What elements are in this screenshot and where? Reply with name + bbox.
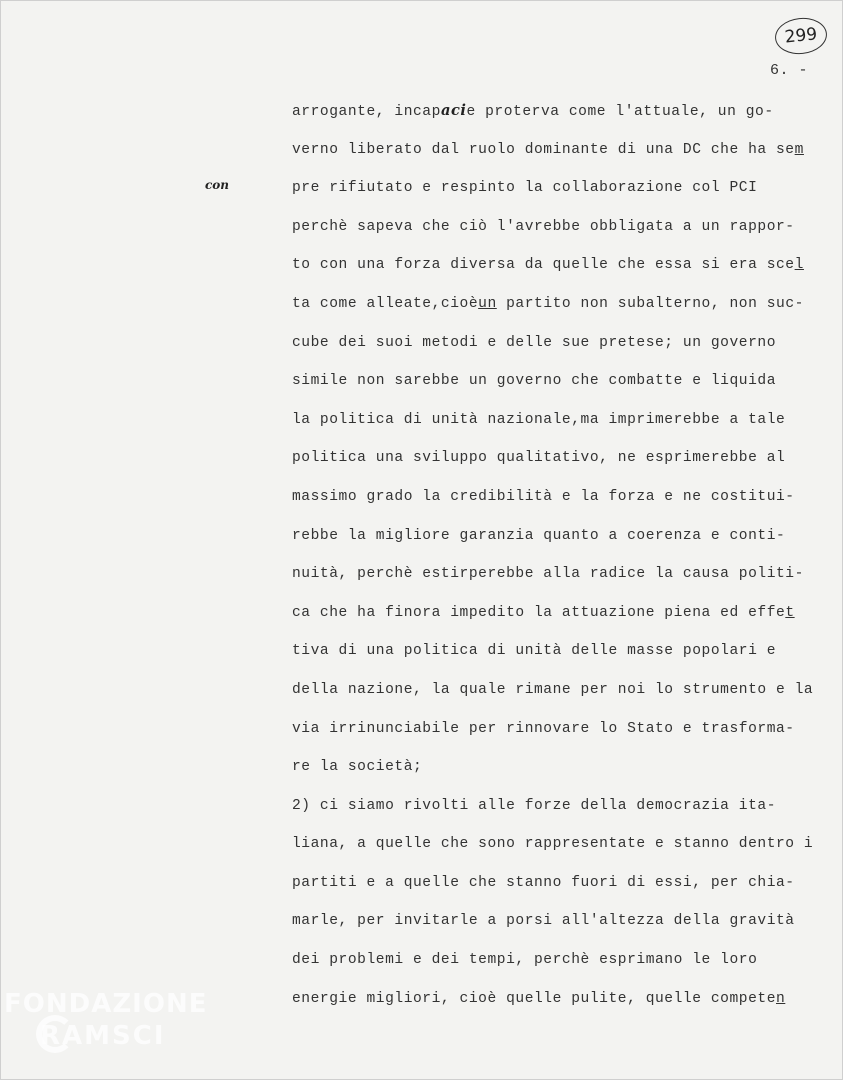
watermark: [0, 985, 260, 1075]
text-segment: energie migliori, cioè quelle pulite, quelle compete: [292, 990, 776, 1007]
text-segment: della nazione, la quale rimane per noi lo strumento e la: [292, 681, 814, 698]
text-segment: politica una sviluppo qualitativo, ne esprimerebbe al: [292, 450, 786, 467]
text-segment: ca che ha finora impedito la attuazione piena ed effe: [292, 604, 786, 621]
text-segment: simile non sarebbe un governo che combatte e liquida: [292, 373, 776, 390]
text-line: [292, 675, 842, 714]
page-number-stamp: 299: [773, 15, 828, 56]
text-segment: verno liberato dal ruolo dominante di una DC che ha se: [292, 141, 795, 158]
text-line: [292, 173, 842, 212]
text-line: [292, 405, 842, 444]
handwritten-insert: con: [205, 178, 230, 192]
text-line: [292, 289, 842, 328]
text-segment: marle, per invitarle a porsi all'altezza della gravità: [292, 913, 795, 930]
text-segment: to con una forza diversa da quelle che essa si era sce: [292, 257, 795, 274]
text-line: [292, 984, 842, 1023]
text-line: [292, 598, 842, 637]
handwritten-correction: aci: [440, 102, 467, 119]
text-segment: ta come alleate,cioè: [292, 295, 479, 312]
watermark-line1: FONDAZIONE: [4, 989, 208, 1019]
text-segment: perchè sapeva che ciò l'avrebbe obbligata a un rappor-: [292, 218, 795, 235]
text-line: [292, 714, 842, 753]
text-segment: tiva di una politica di unità delle masse popolari e: [292, 643, 776, 660]
text-line: [292, 791, 842, 830]
text-segment: partito non subalterno, non suc-: [496, 295, 804, 312]
typewritten-text: [292, 96, 842, 1022]
text-segment: e proterva come l'attuale, un go-: [466, 104, 774, 120]
underlined-text: l: [794, 257, 804, 274]
text-segment: 2) ci siamo rivolti alle forze della democrazia ita-: [292, 797, 776, 814]
text-segment: pre rifiutato e respinto la collaborazione col PCI: [292, 180, 758, 197]
text-line: [292, 945, 842, 984]
text-line: [292, 521, 842, 560]
text-line: [292, 906, 842, 945]
text-segment: rebbe la migliore garanzia quanto a coerenza e conti-: [292, 527, 786, 544]
text-segment: via irrinunciabile per rinnovare lo Stato e trasforma-: [292, 720, 795, 737]
text-line: [292, 366, 842, 405]
underlined-text: m: [794, 141, 804, 158]
text-line: [292, 212, 842, 251]
text-line: [292, 96, 842, 135]
text-segment: dei problemi e dei tempi, perchè esprimano le loro: [292, 952, 758, 969]
text-line: [292, 868, 842, 907]
text-line: [292, 328, 842, 367]
text-line: [292, 636, 842, 675]
underlined-text: n: [776, 990, 786, 1007]
underlined-text: t: [785, 604, 795, 621]
text-line: [292, 752, 842, 791]
text-segment: nuità, perchè estirperebbe alla radice la causa politi-: [292, 566, 804, 583]
text-line: [292, 482, 842, 521]
text-segment: liana, a quelle che sono rappresentate e stanno dentro i: [292, 836, 814, 853]
watermark-line2: RAMSCI: [40, 1021, 166, 1051]
text-segment: massimo grado la credibilità e la forza e ne costitui-: [292, 488, 795, 505]
text-segment: cube dei suoi metodi e delle sue pretese; un governo: [292, 334, 776, 351]
text-segment: partiti e a quelle che stanno fuori di essi, per chia-: [292, 874, 795, 891]
underlined-text: un: [478, 295, 497, 312]
text-segment: re la società;: [292, 759, 423, 776]
text-line: [292, 829, 842, 868]
text-line: [292, 443, 842, 482]
text-line: [292, 135, 842, 174]
text-line: [292, 250, 842, 289]
text-segment: la politica di unità nazionale,ma imprimerebbe a tale: [292, 411, 786, 428]
text-line: [292, 559, 842, 598]
sheet-number: 6. -: [770, 62, 809, 79]
text-segment: arrogante, incap: [292, 104, 441, 120]
